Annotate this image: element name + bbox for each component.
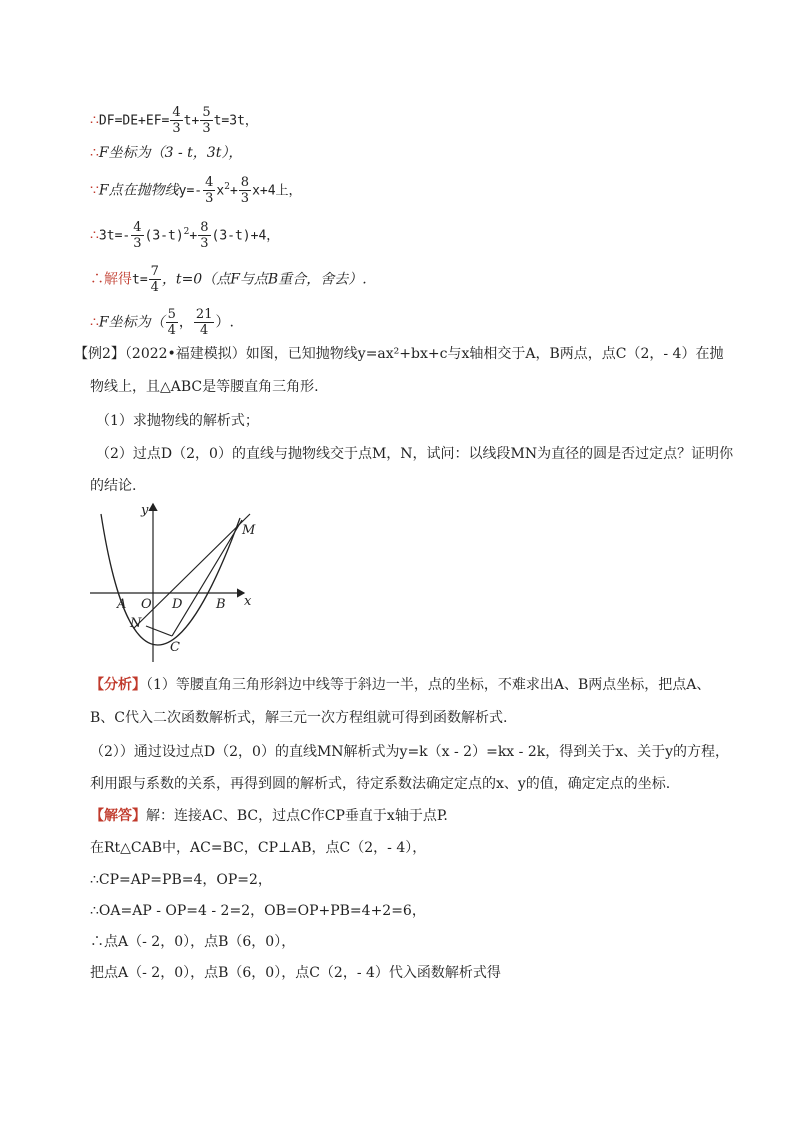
label-a: A	[117, 597, 127, 612]
step-f-coord: ∴F坐标为（3 - t，3t），	[90, 145, 243, 161]
answer-tag: 【解答】	[90, 808, 146, 824]
label-o: O	[141, 597, 152, 612]
label-y: y	[141, 503, 149, 518]
fraction: $\frac{5}{3}$	[202, 105, 211, 136]
line-nc	[146, 626, 172, 636]
question-2-line-2: 的结论.	[90, 478, 137, 494]
answer-line-3: ∴CP=AP=PB=4，OP=2，	[90, 872, 272, 888]
step-equation: ∴3t=- $\frac{4}{3}$ $(3-t)^2+$ $\frac{8}{3}$ (3-t)+4，	[90, 220, 280, 251]
analysis-line-4: 利用跟与系数的关系，再得到圆的解析式，待定系数法确定定点的x、y的值，确定定点的坐标.	[90, 776, 671, 792]
label-c: C	[170, 640, 180, 655]
answer-line-1: 【解答】解：连接AC、BC，过点C作CP垂直于x轴于点P.	[90, 808, 448, 824]
fraction: $\frac{4}{3}$	[172, 105, 181, 136]
answer-line-5: ∴点A（- 2，0），点B（6，0），	[90, 934, 296, 950]
label-m: M	[242, 523, 256, 538]
analysis-line-1: 【分析】（1）等腰直角三角形斜边中线等于斜边一半，点的坐标，不难求出A、B两点坐标，把点A、	[90, 677, 711, 693]
answer-line-6: 把点A（- 2，0），点B（6，0），点C（2，- 4）代入函数解析式得	[90, 965, 501, 981]
example-2-line-1: 【例2】（2022•福建模拟）如图，已知抛物线y=ax²+bx+c与x轴相交于A，B两点，点C（2，- 4）在抛	[74, 346, 724, 362]
step-solve: ∴解得t= $\frac{7}{4}$ ，t=0（点F与点B重合，舍去）.	[90, 264, 367, 295]
label-x: x	[244, 594, 252, 609]
question-1: （1）求抛物线的解析式；	[96, 413, 259, 429]
analysis-line-2: B、C代入二次函数解析式，解三元一次方程组就可得到函数解析式.	[90, 710, 508, 726]
step-f-result: ∴F坐标为（ $\frac{5}{4}$ ， $\frac{21}{4}$ ）.	[90, 307, 234, 338]
question-2-line-1: （2）过点D（2，0）的直线与抛物线交于点M，N，试问：以线段MN为直径的圆是否过定点？证明你	[96, 446, 734, 462]
therefore-symbol: ∴	[90, 112, 99, 129]
parabola-curve	[101, 514, 240, 645]
line-cm	[172, 520, 242, 636]
label-d: D	[172, 597, 183, 612]
label-n: N	[130, 616, 142, 631]
example-2-line-2: 物线上，且△ABC是等腰直角三角形.	[90, 379, 319, 395]
step-f-on-parabola: ∵F点在抛物线y=- $\frac{4}{3}$ $x^2+$ $\frac{8}{3}$ x+4上，	[90, 175, 302, 206]
parabola-graph	[88, 498, 264, 664]
step-df-sum: ∴DF=DE+EF= $\frac{4}{3}$ t+ $\frac{5}{3}$ t=3t，	[90, 105, 258, 136]
analysis-line-3: （2））通过设过点D（2，0）的直线MN解析式为y=k（x - 2）=kx - 2k，得到关于x、关于y的方程，	[90, 744, 730, 760]
analysis-tag: 【分析】	[90, 677, 146, 693]
label-b: B	[216, 597, 226, 612]
answer-line-2: 在Rt△CAB中，AC=BC，CP⊥AB，点C（2，- 4），	[90, 840, 427, 856]
answer-line-4: ∴OA=AP - OP=4 - 2=2，OB=OP+PB=4+2=6，	[90, 903, 426, 919]
